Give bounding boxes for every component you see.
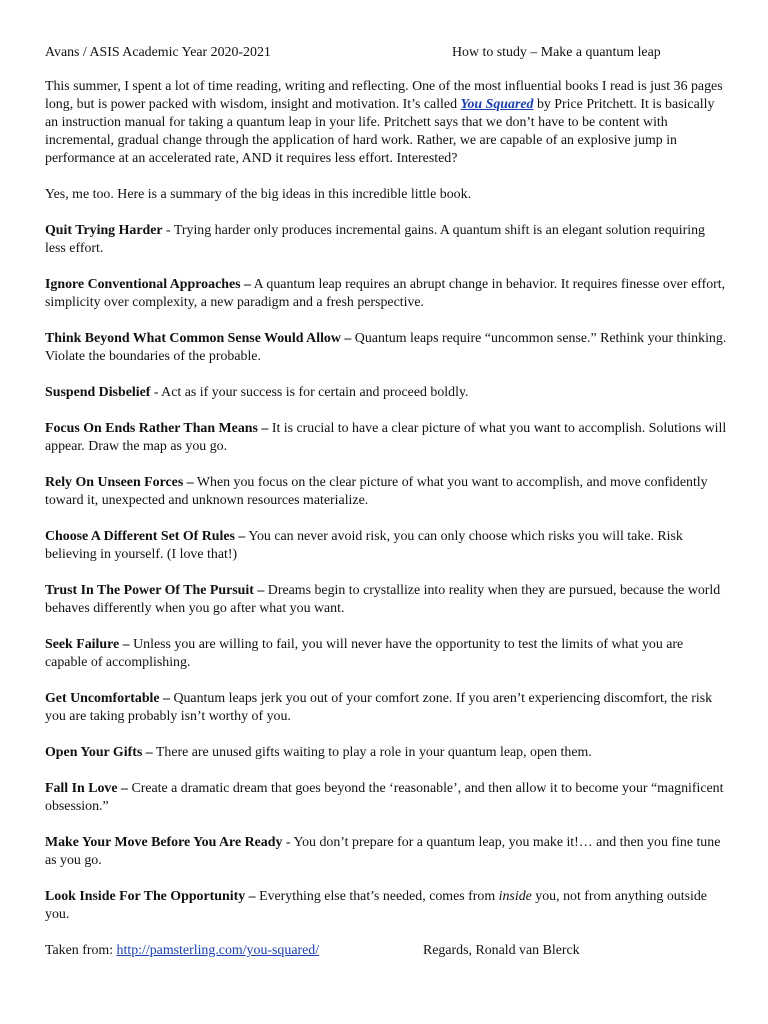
idea-text: Quantum leaps require “uncommon sense.” Rethink your thinking. Violate the boundaries of the probable. (45, 331, 727, 364)
idea-title: Rely On Unseen Forces – (45, 475, 194, 490)
idea-title: Suspend Disbelief (45, 385, 151, 400)
idea-text: Unless you are willing to fail, you will never have the opportunity to test the limits of what you are capable of accomplishing. (45, 637, 684, 670)
intro-paragraph (45, 78, 727, 168)
idea-title: Get Uncomfortable – (45, 691, 170, 706)
idea-text: - Trying harder only produces incremental gains. A quantum shift is an elegant solution requiring less effort. (45, 223, 705, 256)
idea-title: Focus On Ends Rather Than Means – (45, 421, 269, 436)
idea-title: Make Your Move Before You Are Ready (45, 835, 283, 850)
idea-item (45, 276, 727, 312)
header-course: Avans / ASIS Academic Year 2020-2021 (45, 45, 271, 60)
idea-text: - You don’t prepare for a quantum leap, you make it!… and then you fine tune as you go. (45, 835, 721, 868)
idea-title: Seek Failure – (45, 637, 130, 652)
idea-title: Quit Trying Harder (45, 223, 163, 238)
idea-item (45, 582, 727, 618)
idea-item (45, 420, 727, 456)
idea-item (45, 744, 727, 762)
intro-text-after: by Price Pritchett. It is basically an instruction manual for taking a quantum leap in your life. Pritchett says that we don’t have to be content with incremental, gradual change through the application of hard work. Rather, we are capable of an explosive jump in performance at an accelerated rate, AND it requires less effort. Interested? (45, 97, 715, 166)
idea-text: Create a dramatic dream that goes beyond the ‘reasonable’, and then allow it to become your “magnificent obsession.” (45, 781, 724, 814)
idea-item (45, 888, 727, 924)
book-title-link[interactable]: You Squared (460, 97, 534, 112)
idea-title: Think Beyond What Common Sense Would Allow – (45, 331, 352, 346)
idea-text: Everything else that’s needed, comes from (255, 889, 499, 904)
header-topic: How to study – Make a quantum leap (452, 45, 661, 60)
idea-title: Fall In Love – (45, 781, 128, 796)
idea-text: When you focus on the clear picture of what you want to accomplish, and move confidently toward it, unexpected and unknown resources materialize. (45, 475, 708, 508)
idea-text: - Act as if your success is for certain and proceed boldly. (150, 385, 469, 400)
idea-title: Look Inside For The Opportunity – (45, 889, 256, 904)
idea-item (45, 474, 727, 510)
source-link[interactable]: http://pamsterling.com/you-squared/ (116, 943, 320, 958)
idea-text: There are unused gifts waiting to play a role in your quantum leap, open them. (152, 745, 592, 760)
idea-item (45, 690, 727, 726)
idea-item (45, 780, 727, 816)
idea-item (45, 528, 727, 564)
idea-item (45, 834, 727, 870)
idea-title: Ignore Conventional Approaches – (45, 277, 251, 292)
signature: Regards, Ronald van Blerck (423, 943, 580, 958)
idea-emphasis: inside (498, 889, 532, 904)
idea-item (45, 330, 727, 366)
page-footer (45, 942, 727, 960)
idea-text: A quantum leap requires an abrupt change in behavior. It requires finesse over effort, simplicity over complexity, a new paradigm and a fresh perspective. (45, 277, 726, 310)
idea-item (45, 222, 727, 258)
lead-in-paragraph: Yes, me too. Here is a summary of the big ideas in this incredible little book. (45, 187, 472, 202)
idea-item (45, 384, 727, 402)
idea-text: You can never avoid risk, you can only choose which risks you will take. Risk believing in yourself. (I love that!) (45, 529, 683, 562)
idea-title: Trust In The Power Of The Pursuit – (45, 583, 265, 598)
source-label: Taken from: (45, 943, 117, 958)
document-page (45, 44, 727, 960)
page-header (45, 44, 727, 62)
source-line (45, 942, 319, 960)
idea-item (45, 636, 727, 672)
intro-text-before: This summer, I spent a lot of time reading, writing and reflecting. One of the most influential books I read is just 36 pages long, but is power packed with wisdom, insight and motivation. It’s called (45, 79, 723, 112)
idea-text: It is crucial to have a clear picture of what you want to accomplish. Solutions will appear. Draw the map as you go. (45, 421, 727, 454)
idea-text: Quantum leaps jerk you out of your comfort zone. If you aren’t experiencing discomfort, the risk you are taking probably isn’t worthy of you. (45, 691, 713, 724)
idea-text: Dreams begin to crystallize into reality when they are pursued, because the world behaves differently when you go after what you want. (45, 583, 721, 616)
idea-title: Open Your Gifts – (45, 745, 153, 760)
idea-text-after: you, not from anything outside you. (45, 889, 707, 922)
idea-title: Choose A Different Set Of Rules – (45, 529, 246, 544)
